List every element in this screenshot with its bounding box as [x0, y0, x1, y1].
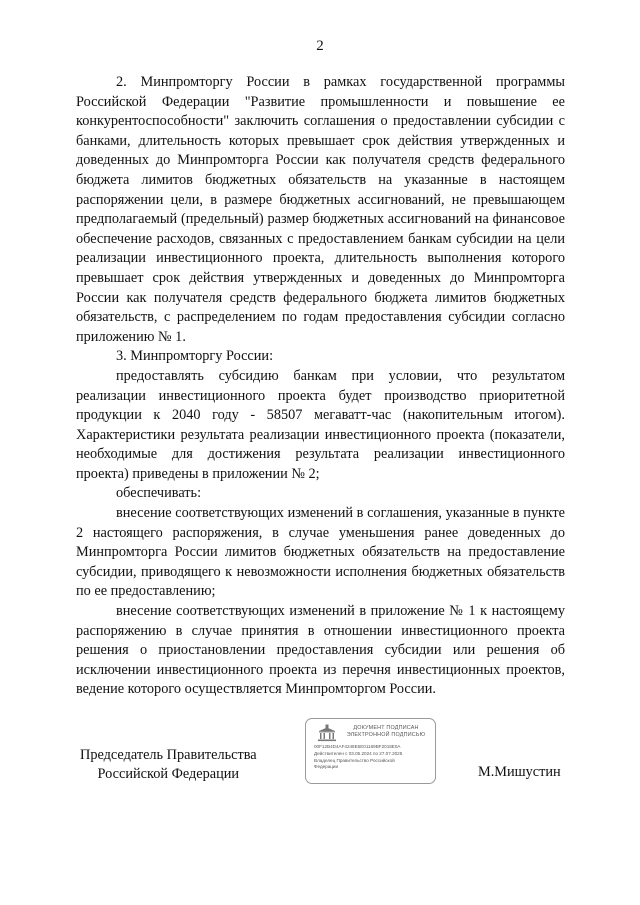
stamp-title — [342, 725, 430, 739]
paragraph-subsidy-condition: предоставлять субсидию банкам при условии, что результатом реализации инвестиционного проекта будет производство приоритетной продукции к 2040 году - 58507 мегаватт-час (накопительным итогом). Характеристики результата реализации инвестиционного проекта (показатели, необходимые для достижения результата реализации инвестиционного проекта) приведены в приложении № 2; — [76, 367, 565, 482]
paragraph-ensure: обеспечивать: — [116, 485, 202, 502]
paragraph-agreement-changes: внесение соответствующих изменений в соглашения, указанные в пункте 2 настоящего распоряжения, в случае уменьшения ранее доведенных до Минпромторга России лимитов бюджетных обязательств на предоставление субсидии, приводящего к невозможности исполнения бюджетных обязательств по ее предоставлению; — [76, 505, 565, 600]
signatory-position — [80, 746, 257, 784]
paragraph-item-3: 3. Минпромторгу России: — [116, 348, 274, 365]
paragraph-item-2: 2. Минпромторгу России в рамках государственной программы Российской Федерации "Развитие промышленности и повышение ее конкурентоспособности" заключить соглашения о предоставлении субсидии с банками, длительность которых превышает срок действия утвержденных и доведенных до Минпромторга России как получателя средств федерального бюджета лимитов бюджетных обязательств на указанные в настоящем распоряжении цели, в размере бюджетных ассигнований, не превышающем предполагаемый (предельный) размер бюджетных ассигнований на финансовое обеспечение расходов, связанных с предоставлением банкам субсидии на цели реализации инвестиционного проекта, длительность выполнения которого превышает срок действия утвержденных и доведенных до Минпромторга России как получателя средств федерального бюджета лимитов бюджетных обязательств, с распределением по годам предоставления субсидии согласно приложению № 1. — [76, 74, 565, 345]
signatory-position-line1: Председатель Правительства — [80, 747, 257, 763]
certificate-owner-line2: Федерации — [314, 764, 339, 770]
electronic-signature-stamp — [305, 718, 436, 784]
certificate-owner-line1: Владелец Правительство Российской — [314, 757, 395, 763]
stamp-title-line2: ЭЛЕКТРОННОЙ ПОДПИСЬЮ — [346, 732, 426, 738]
paragraph-appendix-changes: внесение соответствующих изменений в приложение № 1 к настоящему распоряжению в случае принятия в отношении инвестиционного проекта решения о приостановлении предоставления субсидии или решения об исключении инвестиционного проекта из перечня инвестиционных проектов, ведение которого осуществляется Минпромторгом России. — [76, 603, 565, 698]
page-number: 2 — [316, 38, 324, 54]
certificate-validity: Действителен с 03.05.2024 по 27.07.2025 — [314, 750, 403, 756]
document-body — [76, 73, 565, 700]
signatory-position-line2: Российской Федерации — [97, 766, 240, 782]
signatory-name: М.Мишустин — [478, 764, 561, 780]
stamp-title-line1: ДОКУМЕНТ ПОДПИСАН — [353, 725, 419, 731]
certificate-serial: 00F12B4D4AF4248E5E01169BF2018E0A — [314, 744, 401, 749]
stamp-details — [314, 744, 432, 771]
